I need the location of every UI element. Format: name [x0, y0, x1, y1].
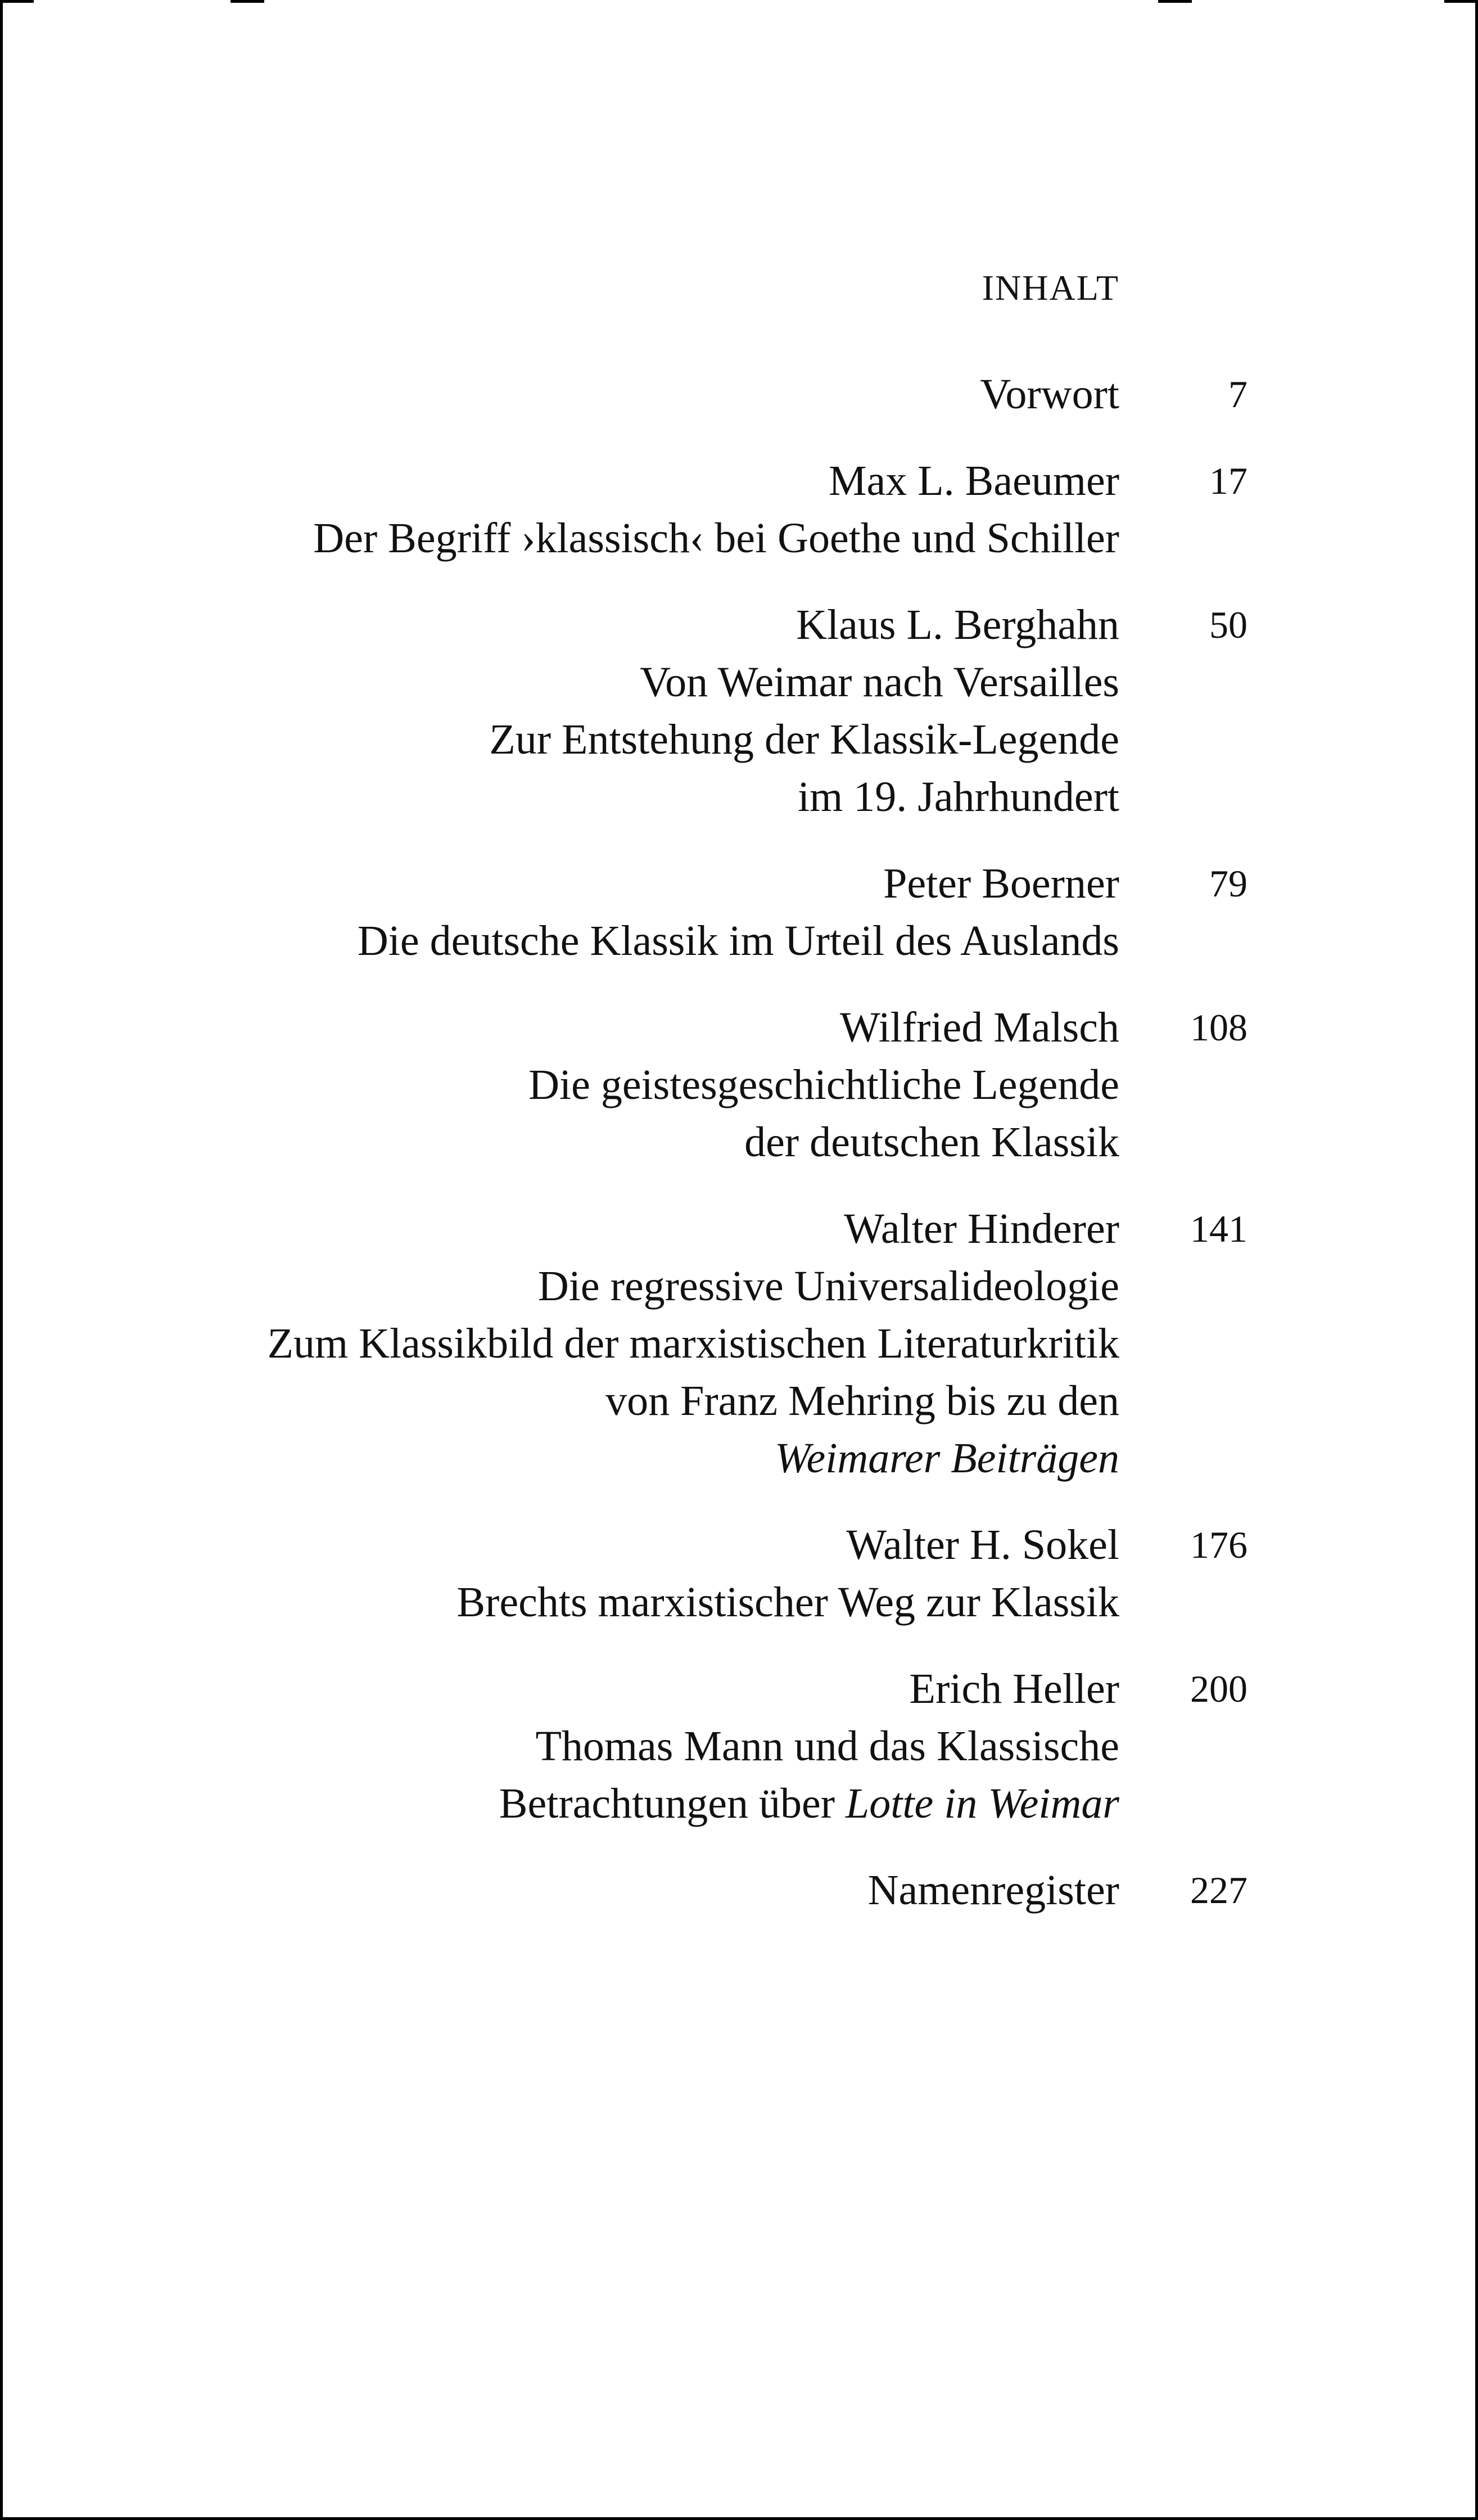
page-number: 141: [1190, 1207, 1248, 1250]
toc-entry-title-line: [0, 510, 1478, 567]
title-text: Die geistesgeschichtliche Legende: [528, 1061, 1119, 1108]
title-text: im 19. Jahrhundert: [797, 773, 1119, 821]
toc-entry-title-line: [0, 912, 1478, 970]
page-number: 79: [1209, 862, 1248, 905]
toc-entry-title-line: [0, 1775, 1478, 1832]
author-name: Klaus L. Berghahn: [796, 601, 1119, 648]
crop-mark: [1158, 0, 1192, 3]
author-name: Erich Heller: [909, 1665, 1119, 1712]
toc-entry-title-line: [0, 1717, 1478, 1775]
toc-entry: [0, 1660, 1478, 1832]
toc-entry-title-line: [0, 1430, 1478, 1487]
page-number: 108: [1190, 1006, 1248, 1049]
toc-entry: [0, 855, 1478, 970]
page-title: INHALT: [982, 268, 1119, 308]
title-text: Weimarer Beiträgen: [775, 1435, 1119, 1482]
toc-entry: [0, 366, 1478, 423]
toc-entry-author: [0, 855, 1478, 912]
toc-entry-title-line: [0, 1056, 1478, 1114]
page-number: 200: [1190, 1667, 1248, 1710]
toc-entry-title-line: [0, 1372, 1478, 1430]
toc-entry-title-line: [0, 768, 1478, 826]
toc-entry-author: [0, 596, 1478, 653]
title-text: Thomas Mann und das Klassische: [535, 1723, 1119, 1770]
title-text: Der Begriff ›klassisch‹ bei Goethe und Schiller: [313, 515, 1119, 562]
toc-entry-title-line: [0, 1114, 1478, 1171]
author-name: Walter H. Sokel: [846, 1521, 1119, 1568]
toc-entry-author: [0, 1660, 1478, 1717]
title-text: von Franz Mehring bis zu den: [605, 1377, 1119, 1424]
toc-entry-title-line: [0, 653, 1478, 711]
page-number: 50: [1209, 603, 1248, 646]
toc-entry-title-line: [0, 1257, 1478, 1315]
title-text: Brechts marxistischer Weg zur Klassik: [456, 1579, 1119, 1626]
table-of-contents: [0, 366, 1478, 1948]
title-text: Zum Klassikbild der marxistischen Literaturkritik: [267, 1320, 1119, 1367]
page-number: 176: [1190, 1523, 1248, 1566]
toc-entry-author: [0, 366, 1478, 423]
author-name: Namenregister: [867, 1867, 1119, 1914]
page-number: 17: [1209, 459, 1248, 502]
toc-entry-author: [0, 1516, 1478, 1574]
author-name: Wilfried Malsch: [839, 1004, 1119, 1051]
italic-title-text: Lotte in Weimar: [846, 1780, 1119, 1827]
author-name: Vorwort: [980, 371, 1119, 418]
toc-entry-author: [0, 1861, 1478, 1919]
crop-mark: [1444, 0, 1478, 3]
crop-mark: [0, 0, 34, 3]
title-text: Die regressive Universalideologie: [537, 1263, 1119, 1310]
title-text: der deutschen Klassik: [744, 1119, 1119, 1166]
author-name: Max L. Baeumer: [828, 457, 1119, 504]
toc-entry-author: [0, 452, 1478, 510]
toc-entry: [0, 999, 1478, 1171]
toc-entry-title-line: [0, 1574, 1478, 1631]
crop-mark: [230, 0, 264, 3]
toc-entry: [0, 1200, 1478, 1487]
title-line-text: [499, 1775, 1119, 1832]
toc-entry-title-line: [0, 1315, 1478, 1372]
toc-entry: [0, 596, 1478, 826]
toc-entry-author: [0, 1200, 1478, 1257]
title-text: Von Weimar nach Versailles: [640, 659, 1119, 706]
toc-entry: [0, 452, 1478, 567]
toc-entry: [0, 1861, 1478, 1919]
toc-entry-author: [0, 999, 1478, 1056]
page-number: 227: [1190, 1869, 1248, 1912]
toc-entry-title-line: [0, 711, 1478, 768]
title-text: Betrachtungen über: [499, 1780, 846, 1827]
title-text: Die deutsche Klassik im Urteil des Auslands: [357, 917, 1119, 964]
author-name: Peter Boerner: [883, 860, 1119, 907]
title-text: Zur Entstehung der Klassik-Legende: [489, 716, 1119, 763]
page-number: 7: [1228, 373, 1248, 416]
toc-entry: [0, 1516, 1478, 1631]
author-name: Walter Hinderer: [844, 1205, 1119, 1252]
